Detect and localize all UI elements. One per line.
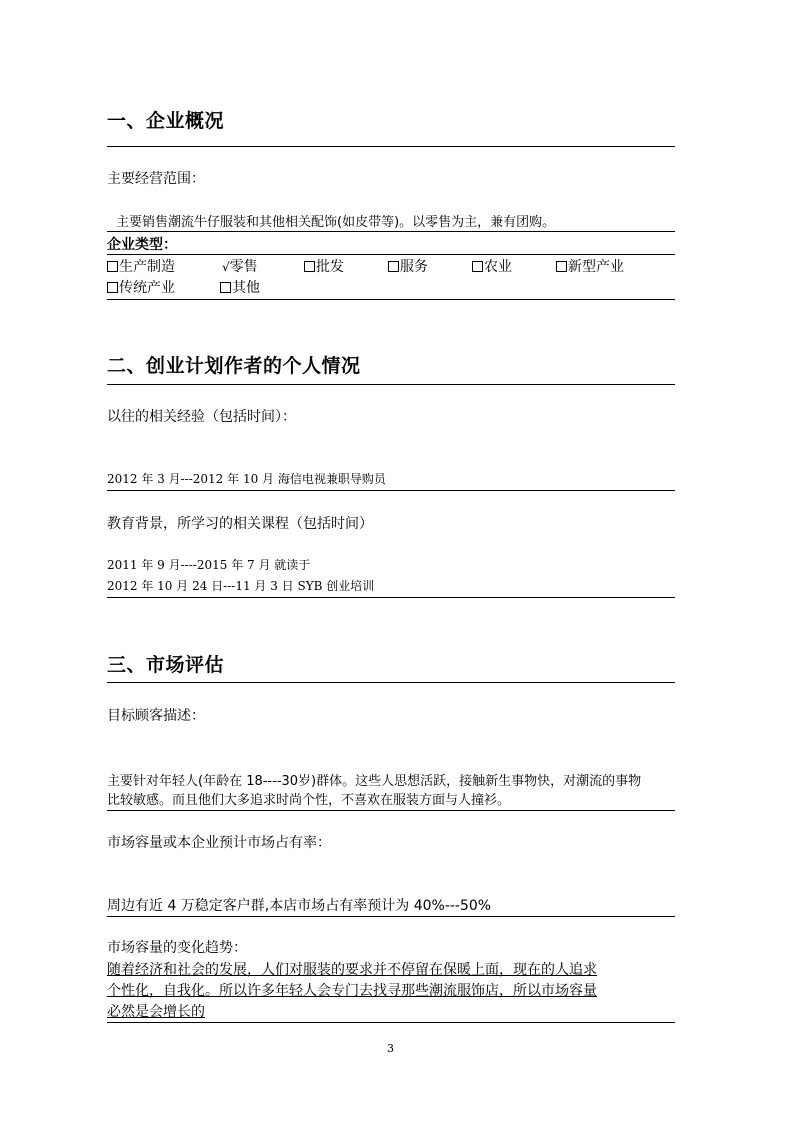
checkbox-icon (472, 261, 483, 272)
education-entry: 2012 年 10 月 24 日---11 月 3 日 SYB 创业培训 (107, 579, 375, 593)
page-number: 3 (387, 1042, 394, 1055)
type-option-label: 传统产业 (119, 280, 175, 296)
type-option-traditional[interactable] (107, 277, 175, 297)
business-scope-label: 主要经营范围： (107, 171, 205, 187)
type-option-other[interactable] (220, 277, 260, 297)
type-option-label: 服务 (400, 259, 428, 275)
divider (107, 682, 675, 683)
divider (107, 299, 675, 300)
type-option-agriculture[interactable] (472, 256, 512, 276)
divider (107, 810, 675, 811)
target-customer-text: 主要针对年轻人(年龄在 18----30岁)群体。这些人思想活跃，接触新生事物快，对潮流的事物 (107, 774, 642, 789)
checkbox-icon (556, 261, 567, 272)
checkbox-icon (304, 261, 315, 272)
capacity-trend-text: 个性化，自我化。所以许多年轻人会专门去找寻那些潮流服饰店，所以市场容量 (107, 983, 597, 999)
divider (107, 597, 675, 598)
type-option-label: 零售 (229, 259, 258, 275)
type-option-retail[interactable] (222, 256, 258, 276)
divider (107, 384, 675, 385)
type-option-service[interactable] (388, 256, 428, 276)
checkbox-icon (107, 282, 118, 293)
checkbox-icon (220, 282, 231, 293)
capacity-trend-label: 市场容量的变化趋势： (107, 940, 247, 956)
type-option-new-industry[interactable] (556, 256, 624, 276)
check-mark-icon: √ (222, 260, 230, 274)
target-customer-text: 比较敏感。而且他们大多追求时尚个性，不喜欢在服装方面与人撞衫。 (107, 793, 511, 808)
experience-entry: 2012 年 3 月---2012 年 10 月 海信电视兼职导购员 (107, 472, 386, 486)
market-capacity-text: 周边有近 4 万稳定客户群,本店市场占有率预计为 40%---50% (107, 898, 492, 914)
type-option-label: 其他 (232, 280, 260, 296)
business-scope-text: 主要销售潮流牛仔服装和其他相关配饰(如皮带等)。以零售为主，兼有团购。 (116, 215, 556, 230)
divider (107, 490, 675, 491)
checkbox-icon (388, 261, 399, 272)
section-heading-overview: 一、企业概况 (107, 110, 225, 132)
divider (107, 146, 675, 147)
divider (107, 231, 675, 232)
type-option-label: 农业 (484, 259, 512, 275)
section-heading-market: 三、市场评估 (107, 654, 225, 676)
checkbox-icon (107, 261, 118, 272)
divider (107, 1022, 675, 1023)
type-option-label: 生产制造 (119, 259, 175, 275)
experience-label: 以往的相关经验（包括时间）： (107, 409, 296, 425)
capacity-trend-text: 随着经济和社会的发展，人们对服装的要求并不停留在保暖上面，现在的人追求 (107, 962, 597, 978)
market-capacity-label: 市场容量或本企业预计市场占有率： (107, 835, 331, 851)
education-entry: 2011 年 9 月----2015 年 7 月 就读于 (107, 558, 311, 572)
type-option-wholesale[interactable] (304, 256, 344, 276)
divider (107, 916, 675, 917)
enterprise-type-label: 企业类型： (107, 237, 177, 253)
capacity-trend-text: 必然是会增长的 (107, 1004, 205, 1020)
education-label: 教育背景，所学习的相关课程（包括时间） (107, 516, 373, 532)
target-customer-label: 目标顾客描述： (107, 708, 205, 724)
type-option-manufacturing[interactable] (107, 256, 175, 276)
type-option-label: 新型产业 (568, 259, 624, 275)
section-heading-author: 二、创业计划作者的个人情况 (107, 355, 361, 377)
type-option-label: 批发 (316, 259, 344, 275)
divider (107, 254, 675, 255)
